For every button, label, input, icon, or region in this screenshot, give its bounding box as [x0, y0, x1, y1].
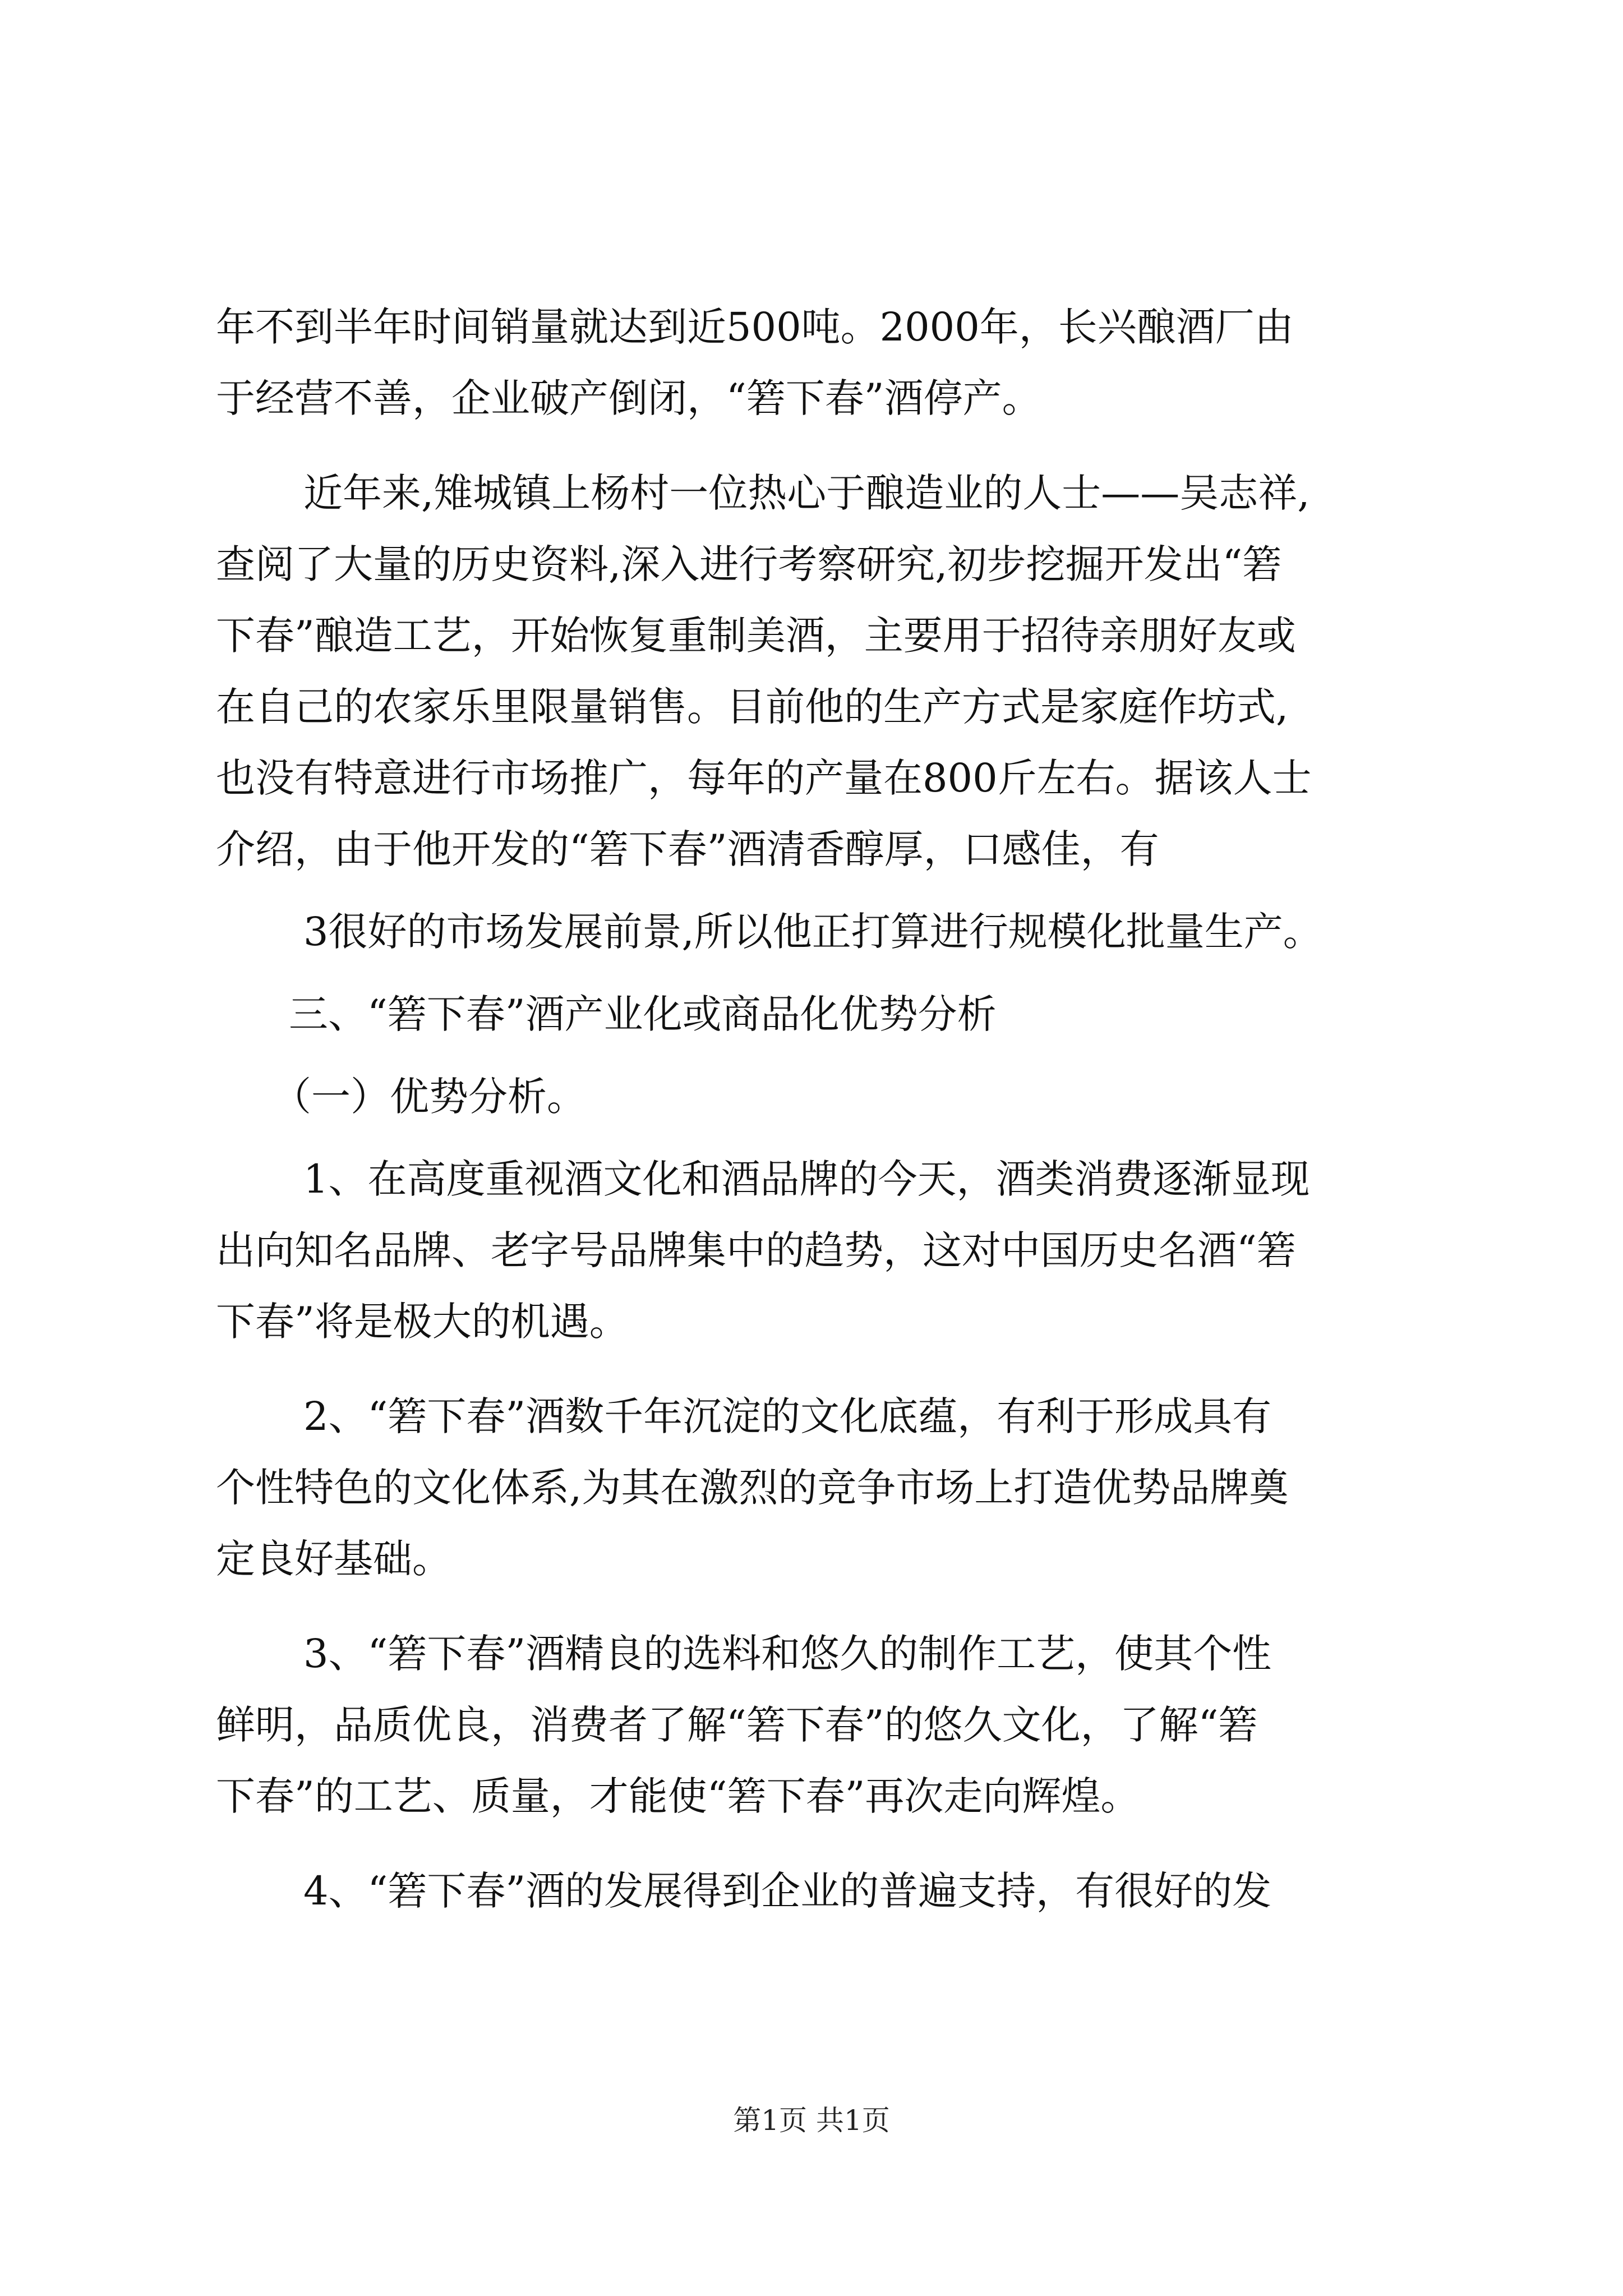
text-line: 个性特色的文化体系,为其在激烈的竞争市场上打造优势品牌奠 [216, 1465, 1289, 1511]
text-line: 年不到半年时间销量就达到近500吨。2000年，长兴酿酒厂由 [216, 304, 1294, 350]
subsection-heading: （一）优势分析。 [272, 1074, 586, 1120]
text-line: 也没有特意进行市场推广，每年的产量在800斤左右。据该人士 [216, 755, 1312, 801]
text-line: 查阅了大量的历史资料,深入进行考察研究,初步挖掘开发出“箬 [216, 541, 1282, 587]
text-line: 出向知名品牌、老字号品牌集中的趋势，这对中国历史名酒“箬 [216, 1227, 1296, 1273]
text-line: 于经营不善，企业破产倒闭，“箬下春”酒停产。 [216, 375, 1041, 421]
paragraph-start-line: 近年来,雉城镇上杨村一位热心于酿造业的人士——吴志祥, [303, 470, 1310, 516]
document-body [216, 292, 1455, 1927]
page-footer: 第1页 共1页 [733, 2104, 890, 2137]
text-line: 定良好基础。 [216, 1536, 451, 1582]
text-line: 鲜明，品质优良，消费者了解“箬下春”的悠久文化，了解“箬 [216, 1702, 1258, 1748]
text-line: 下春”将是极大的机遇。 [216, 1299, 629, 1345]
section-heading: 三、“箬下春”酒产业化或商品化优势分析 [289, 991, 997, 1037]
paragraph-start-line: 2、“箬下春”酒数千年沉淀的文化底蕴，有利于形成具有 [303, 1393, 1272, 1439]
paragraph-start-line: 1、在高度重视酒文化和酒品牌的今天，酒类消费逐渐显现 [303, 1156, 1310, 1202]
paragraph-start-line: 3、“箬下春”酒精良的选料和悠久的制作工艺，使其个性 [303, 1631, 1272, 1677]
text-line: 在自己的农家乐里限量销售。目前他的生产方式是家庭作坊式, [216, 684, 1289, 730]
paragraph-start-line: 3很好的市场发展前景,所以他正打算进行规模化批量生产。 [303, 909, 1322, 955]
text-line: 下春”酿造工艺，开始恢复重制美酒，主要用于招待亲朋好友或 [216, 613, 1296, 659]
text-line: 介绍，由于他开发的“箬下春”酒清香醇厚，口感佳，有 [216, 826, 1159, 872]
text-line: 下春”的工艺、质量，才能使“箬下春”再次走向辉煌。 [216, 1773, 1140, 1819]
paragraph-start-line: 4、“箬下春”酒的发展得到企业的普遍支持，有很好的发 [303, 1868, 1272, 1914]
